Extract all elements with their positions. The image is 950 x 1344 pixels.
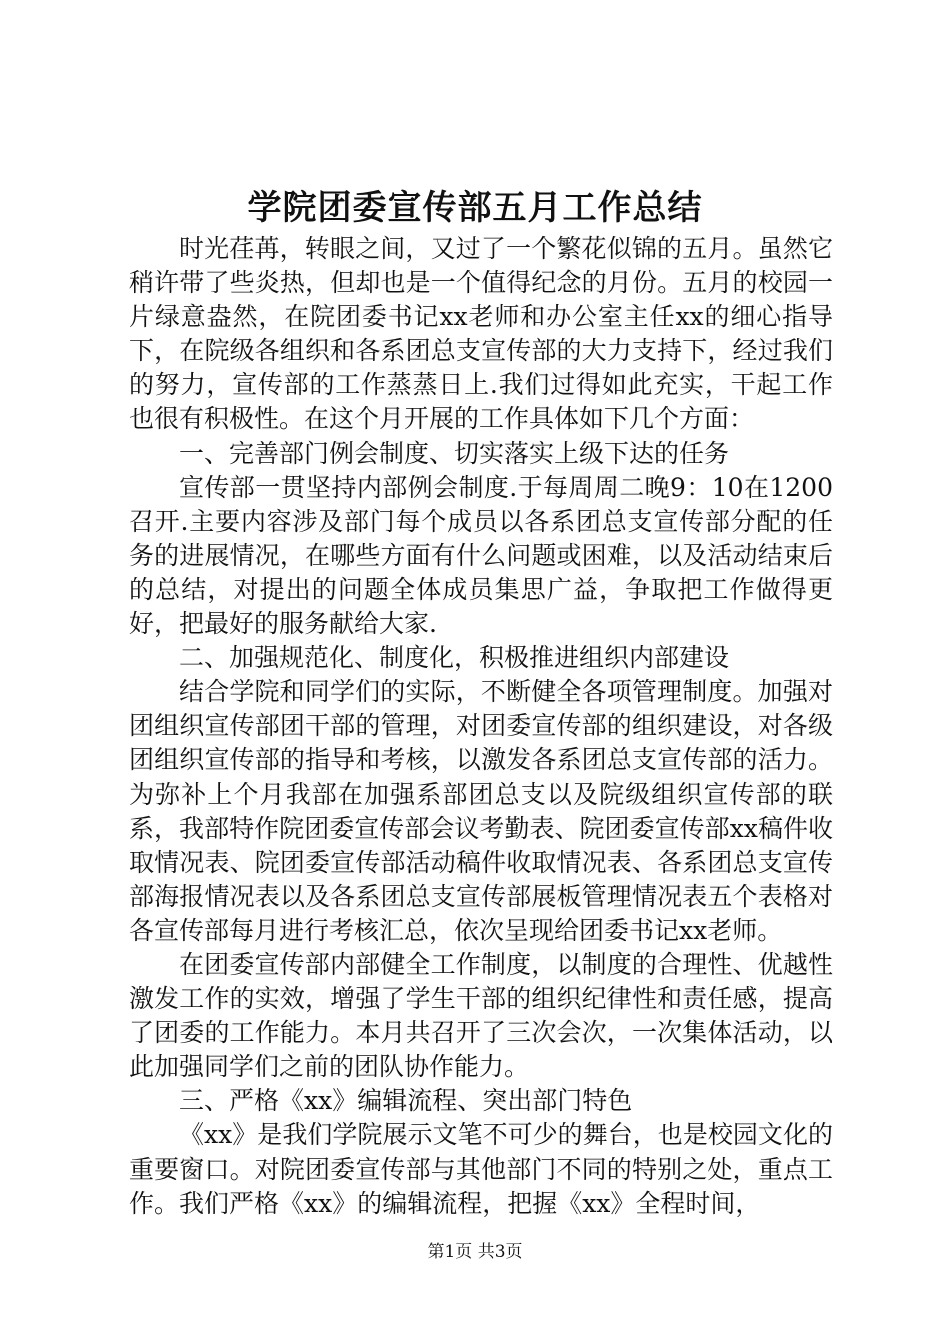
page-footer: 第1页 共3页 — [427, 1242, 523, 1262]
section-heading-3: 三、严格《xx》编辑流程、突出部门特色 — [179, 1086, 633, 1116]
paragraph-section-3: 《xx》是我们学院展示文笔不可少的舞台，也是校园文化的重要窗口。对院团委宣传部与其他部门不同的特别之处，重点工作。我们严格《xx》的编辑流程，把握《xx》全程时间， — [129, 1120, 833, 1218]
paragraph-section-1: 宣传部一贯坚持内部例会制度.于每周周二晚9：10在1200召开.主要内容涉及部门每个成员以各系团总支宣传部分配的任务的进展情况，在哪些方面有什么问题或困难，以及活动结束后的总结，对提出的问题全体成员集思广益，争取把工作做得更好，把最好的服务献给大家. — [129, 472, 833, 639]
document-body — [129, 232, 833, 1221]
paragraph-section-2b: 在团委宣传部内部健全工作制度，以制度的合理性、优越性激发工作的实效，增强了学生干部的组织纪律性和责任感，提高了团委的工作能力。本月共召开了三次会次，一次集体活动，以此加强同学们之前的团队协作能力。 — [129, 949, 833, 1082]
paragraph-section-2a: 结合学院和同学们的实际，不断健全各项管理制度。加强对团组织宣传部团干部的管理，对团委宣传部的组织建设，对各级团组织宣传部的指导和考核，以激发各系团总支宣传部的活力。为弥补上个月我部在加强系部团总支以及院级组织宣传部的联系，我部特作院团委宣传部会议考勤表、院团委宣传部xx稿件收取情况表、院团委宣传部活动稿件收取情况表、各系团总支宣传部海报情况表以及各系团总支宣传部展板管理情况表五个表格对各宣传部每月进行考核汇总，依次呈现给团委书记xx老师。 — [129, 677, 833, 945]
paragraph-intro: 时光荏苒，转眼之间，又过了一个繁花似锦的五月。虽然它稍许带了些炎热，但却也是一个值得纪念的月份。五月的校园一片绿意盎然，在院团委书记xx老师和办公室主任xx的细心指导下，在院级各组织和各系团总支宣传部的大力支持下，经过我们的努力，宣传部的工作蒸蒸日上.我们过得如此充实，干起工作也很有积极性。在这个月开展的工作具体如下几个方面： — [129, 234, 833, 434]
section-heading-2: 二、加强规范化、制度化，积极推进组织内部建设 — [179, 643, 730, 673]
section-heading-1: 一、完善部门例会制度、切实落实上级下达的任务 — [179, 438, 730, 468]
document-title: 学院团委宣传部五月工作总结 — [247, 188, 703, 228]
